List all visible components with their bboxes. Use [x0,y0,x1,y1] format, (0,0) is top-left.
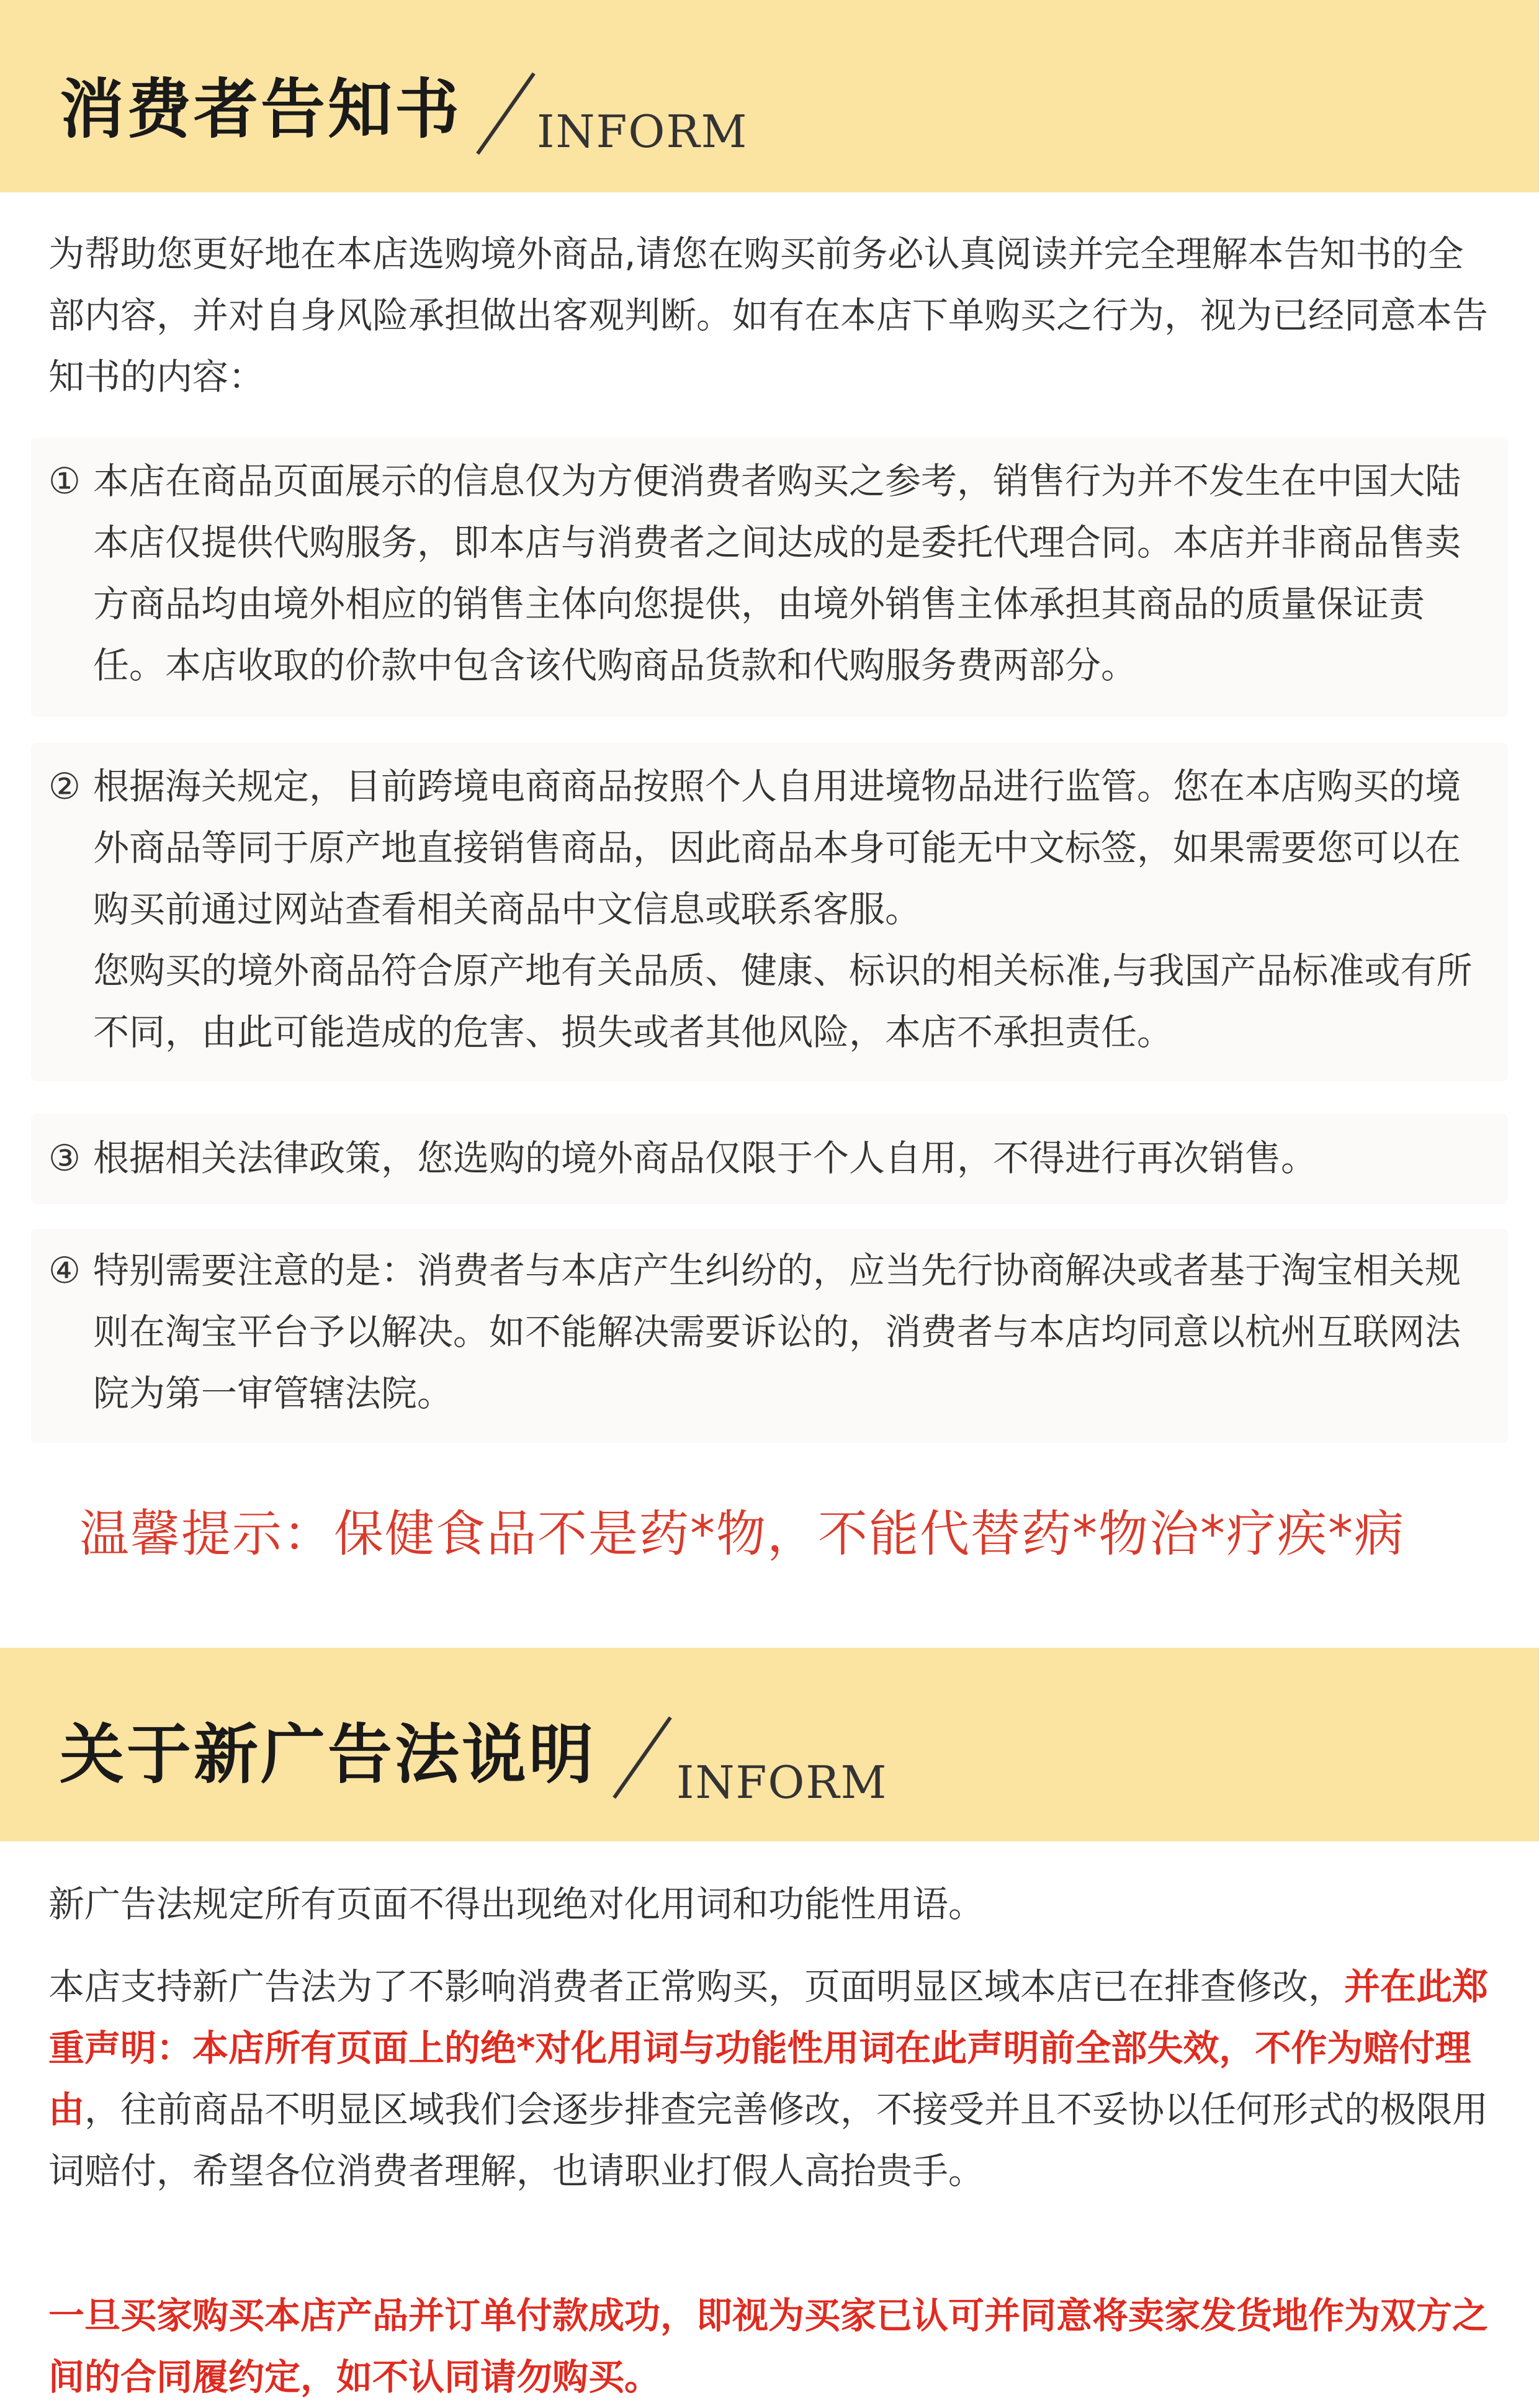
section2-inform-tag: INFORM [676,1756,888,1808]
notice-item-4 [31,1229,1508,1443]
item-text: 根据相关法律政策，您选购的境外商品仅限于个人自用，不得进行再次销售。 [93,1137,1317,1179]
highlighted-statement: 并在此郑重声明：本店所有页面上的绝*对化用词与功能性用词在此声明前全部失效，不作为赔付理由 [48,1965,1489,2131]
section1-title: 消费者告知书 [60,71,462,147]
section2-paragraph-2 [48,1956,1494,2202]
item-number: ③ [48,1137,81,1179]
notice-item-1 [31,438,1508,717]
section1-intro: 为帮助您更好地在本店选购境外商品,请您在购买前务必认真阅读并完全理解本告知书的全部内容，并对自身风险承担做出客观判断。如有在本店下单购买之行为，视为已经同意本告知书的内容： [48,233,1489,398]
section2-paragraph-3: 一旦买家购买本店产品并订单付款成功，即视为买家已认可并同意将卖家发货地作为双方之间的合同履约定，如不认同请勿购买。 [48,2294,1489,2398]
section2-paragraph-1: 新广告法规定所有页面不得出现绝对化用词和功能性用语。 [48,1883,985,1925]
item-text: 本店在商品页面展示的信息仅为方便消费者购买之参考，销售行为并不发生在中国大陆本店仅提供代购服务，即本店与消费者之间达成的是委托代理合同。本店并非商品售卖方商品均由境外相应的销售主体向您提供，由境外销售主体承担其商品的质量保证责任。本店收取的价款中包含该代购商品货款和代购服务费两部分。 [93,460,1461,686]
item-number: ④ [48,1249,81,1292]
item-number: ② [48,765,81,807]
section2-banner [0,1648,1539,1841]
slash-divider [476,73,536,155]
notice-item-3 [31,1114,1508,1204]
item-text: 根据海关规定，目前跨境电商商品按照个人自用进境物品进行监管。您在本店购买的境外商品等同于原产地直接销售商品，因此商品本身可能无中文标签，如果需要您可以在购买前通过网站查看相关商品中文信息或联系客服。 [93,765,1461,930]
paragraph-text: ，往前商品不明显区域我们会逐步排查完善修改，不接受并且不妥协以任何形式的极限用词赔付，希望各位消费者理解，也请职业打假人高抬贵手。 [48,2088,1489,2192]
paragraph-text: 本店支持新广告法为了不影响消费者正常购买，页面明显区域本店已在排查修改， [48,1965,1345,2008]
item-text-continued: 您购买的境外商品符合原产地有关品质、健康、标识的相关标准,与我国产品标准或有所不同，由此可能造成的危害、损失或者其他风险，本店不承担责任。 [93,950,1473,1053]
item-text: 特别需要注意的是：消费者与本店产生纠纷的，应当先行协商解决或者基于淘宝相关规则在淘宝平台予以解决。如不能解决需要诉讼的，消费者与本店均同意以杭州互联网法院为第一审管辖法院。 [93,1249,1461,1414]
notice-item-2 [31,743,1508,1081]
section2-title: 关于新广告法说明 [60,1717,596,1792]
item-number: ① [48,460,81,502]
section1-inform-tag: INFORM [537,106,748,158]
warm-tip: 温馨提示：保健食品不是药*物，不能代替药*物治*疗疾*病 [79,1505,1405,1563]
slash-divider [612,1717,672,1799]
section1-banner [0,0,1539,192]
